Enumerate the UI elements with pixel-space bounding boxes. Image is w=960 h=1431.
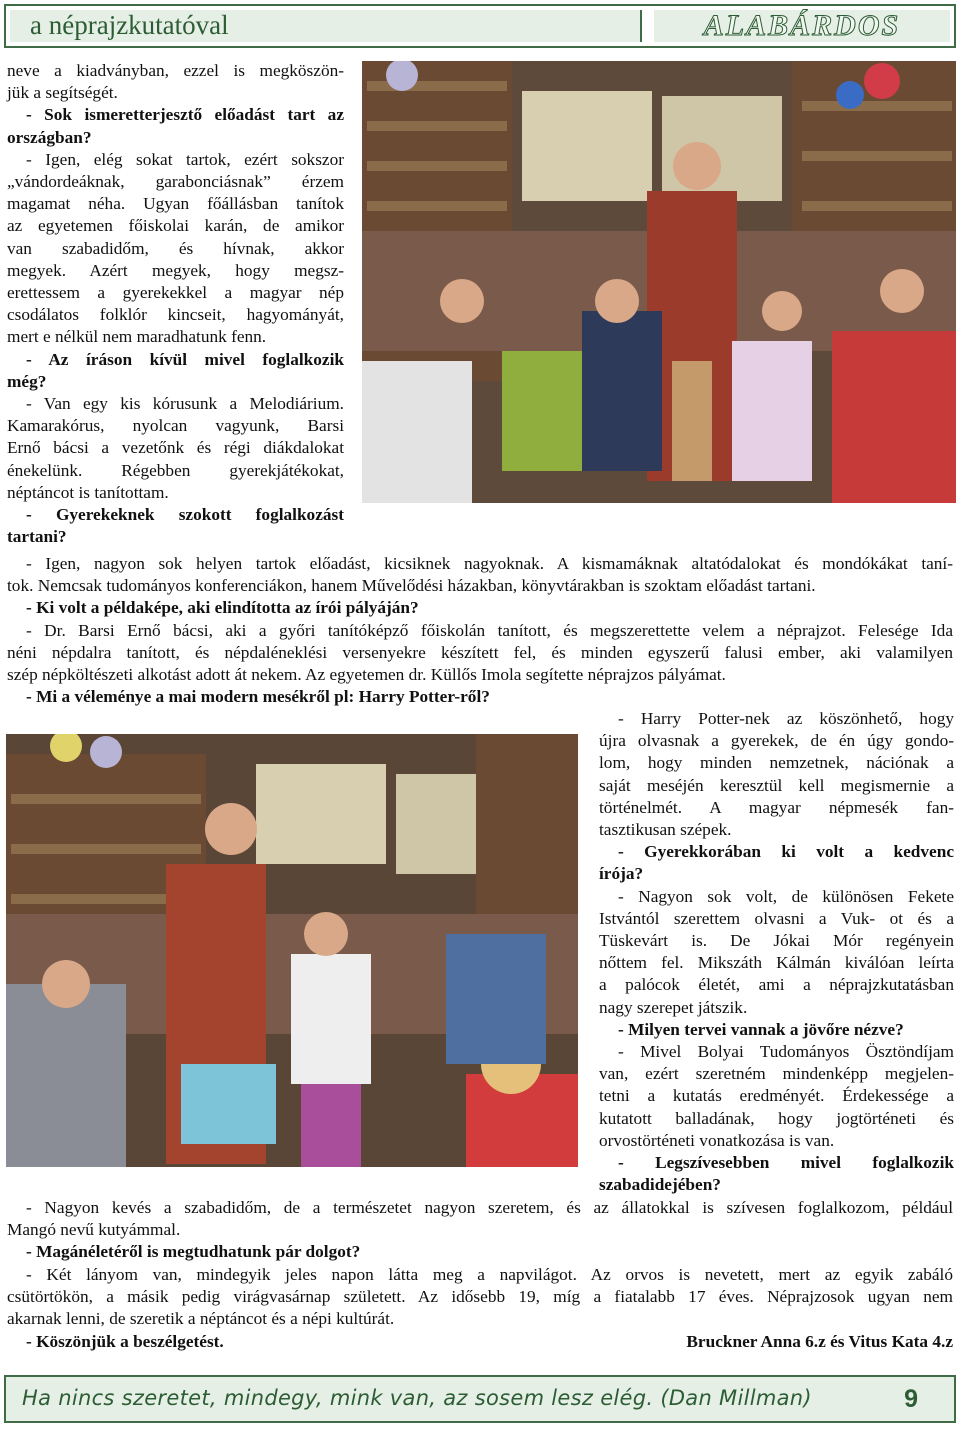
closing-thanks: - Köszönjük a beszélgetést. — [26, 1332, 224, 1351]
col1-line: országban? — [7, 127, 92, 147]
col2-line: tasztikusan szépek. — [599, 820, 732, 840]
col2-line: nagy szerepet játszik. — [599, 997, 748, 1017]
col1-line: - Az íráson kívül mivel foglalkozik — [26, 349, 344, 369]
full1-line: - Igen, nagyon sok helyen tartok előadást, kicsiknek nagyoknak. A kismamáknak altatódalokat és mondókákat taní- — [26, 554, 953, 573]
col2-line: kutatott balladának, hogy jogtörténeti és — [599, 1108, 954, 1128]
col2-line: orvostörténeti vonatkozása is van. — [599, 1130, 835, 1150]
col1-line: Kamarakórus, nyolcan vagyunk, Barsi — [7, 416, 344, 436]
col1-line: „vándordeáknak, garabonciásnak” érzem — [7, 172, 344, 192]
full1-line: - Dr. Barsi Ernő bácsi, aki a győri tanítóképző főiskolán tanított, és megszerettette velem a néprajzot. Felesége Ida — [26, 620, 953, 640]
full1-line: szép népköltészeti alkotást adott át nekem. Az egyetemen dr. Küllős Imola segítette néprajzos pályámat. — [7, 665, 726, 685]
col2-line: - Harry Potter-nek az köszönhető, hogy — [618, 709, 954, 728]
text-full-width-1 — [7, 553, 953, 708]
text-full-width-2 — [7, 1197, 953, 1330]
col2-line: tetni a kutatás eredményét. Érdekessége a — [599, 1086, 954, 1106]
col2-line: a palócok életét, ami a néprajzkutatásban — [599, 975, 954, 995]
section-title-box — [10, 10, 642, 42]
col1-line: mert e nélkül nem maradhatunk fenn. — [7, 327, 267, 347]
section-title: a néprajzkutatóval — [30, 10, 229, 40]
col1-line: megyek. Azért megyek, hogy megsz- — [7, 260, 344, 280]
col1-line: - Gyerekeknek szokott foglalkozást — [26, 505, 344, 525]
col2-line: írója? — [599, 864, 644, 884]
closing-line — [7, 1331, 953, 1353]
col2-line: lom, hogy minden nemzetnek, nációnak a — [599, 753, 954, 773]
full2-line: csütörtökön, a másik pedig virágvasárnap született. Az idősebb 19, míg a fiatalabb 17 éves. Néprajzosok ugyan nem — [7, 1286, 953, 1306]
column-left-top — [7, 60, 344, 548]
article-authors: Bruckner Anna 6.z és Vitus Kata 4.z — [686, 1332, 953, 1351]
col1-line: tartani? — [7, 527, 67, 547]
full1-line: - Mi a véleménye a mai modern mesékről pl: Harry Potter-ről? — [26, 687, 490, 707]
col1-line: jük a segítségét. — [7, 83, 118, 103]
col1-line: - Van egy kis kórusunk a Melodiárium. — [26, 394, 344, 414]
col1-line: - Igen, elég sokat tartok, ezért sokszor — [26, 149, 344, 169]
page-number: 9 — [904, 1385, 918, 1413]
col2-line: újra olvasnak a gyerekek, de én úgy gondo- — [599, 731, 954, 751]
col1-line: neve a kiadványban, ezzel is megköszön- — [7, 61, 344, 80]
col1-line: magamat néha. Ugyan főállásban tanítok — [7, 194, 344, 214]
col2-line: - Nagyon sok volt, de különösen Fekete — [618, 886, 954, 906]
magazine-title: ALABÁRDOS — [703, 9, 901, 42]
full2-line: akarnak lenni, de szeretik a néptáncot és a népi kultúrát. — [7, 1309, 395, 1329]
photo-teacher-with-child — [6, 734, 578, 1167]
photo-classroom-audience — [362, 61, 956, 503]
col1-line: - Sok ismeretterjesztő előadást tart az — [26, 105, 344, 125]
full1-line: - Ki volt a példaképe, aki elindította az írói pályáján? — [26, 598, 419, 618]
col2-line: Istvántól szerettem olvasni a Vuk- ot és a — [599, 908, 954, 928]
full1-line: néni népdalra tanított, és népdaléneklési versenyekre készített fel, és minden egyszerű falusi ember, aki valamilyen — [7, 642, 953, 662]
col1-line: énekelünk. Régebben gyerekjátékokat, — [7, 460, 344, 480]
full2-line: - Nagyon kevés a szabadidőm, de a természetet nagyon szeretem, és az állatokkal is szívesen foglalkozom, például — [26, 1198, 953, 1217]
full2-line: Mangó nevű kutyámmal. — [7, 1220, 181, 1240]
magazine-logo — [654, 10, 950, 42]
col2-line: - Milyen tervei vannak a jövőre nézve? — [618, 1019, 904, 1039]
col2-line: Tüskevárt is. De Jókai Mór regényein — [599, 931, 954, 951]
col2-line: - Mivel Bolyai Tudományos Ösztöndíjam — [618, 1042, 954, 1062]
page-footer — [4, 1375, 956, 1423]
col2-line: - Legszívesebben mivel foglalkozik — [618, 1153, 954, 1173]
col1-line: még? — [7, 371, 47, 391]
col2-line: van, ezért szeretném mindenképp megjelen- — [599, 1064, 954, 1084]
col1-line: Ernő bácsi a vezetőnk és régi diákdalokat — [7, 438, 344, 458]
full2-line: - Két lányom van, mindegyik jeles napon látta meg a napvilágot. Az orvos is nevetett, mert az egyik zabáló — [26, 1264, 953, 1284]
full1-line: tok. Nemcsak tudományos konferenciákon, hanem Művelődési házakban, könyvtárakban is szoktam előadást tartani. — [7, 576, 816, 596]
col2-line: - Gyerekkorában ki volt a kedvenc — [618, 842, 954, 862]
footer-quote: Ha nincs szeretet, mindegy, mink van, az sosem lesz elég. (Dan Millman) — [22, 1386, 812, 1410]
col2-line: szabadidejében? — [599, 1175, 721, 1195]
col1-line: az egyetemen főiskolai karán, de amikor — [7, 216, 344, 236]
col2-line: nőttem fel. Mikszáth Kálmán kiválóan leírta — [599, 953, 954, 973]
col1-line: van szabadidőm, és hívnak, akkor — [7, 238, 344, 258]
full2-line: - Magánéletéről is megtudhatunk pár dolgot? — [26, 1242, 361, 1262]
column-right-bottom — [599, 708, 954, 1196]
page-header — [4, 4, 956, 48]
col1-line: csodálatos folklór kincseit, hagyományát, — [7, 305, 344, 325]
col2-line: történelmét. A magyar népmesék fan- — [599, 797, 954, 817]
col2-line: saját meséjén keresztül kell megismernie a — [599, 775, 954, 795]
col1-line: erettessem a gyerekekkel a magyar nép — [7, 283, 344, 303]
col1-line: néptáncot is tanítottam. — [7, 482, 169, 502]
